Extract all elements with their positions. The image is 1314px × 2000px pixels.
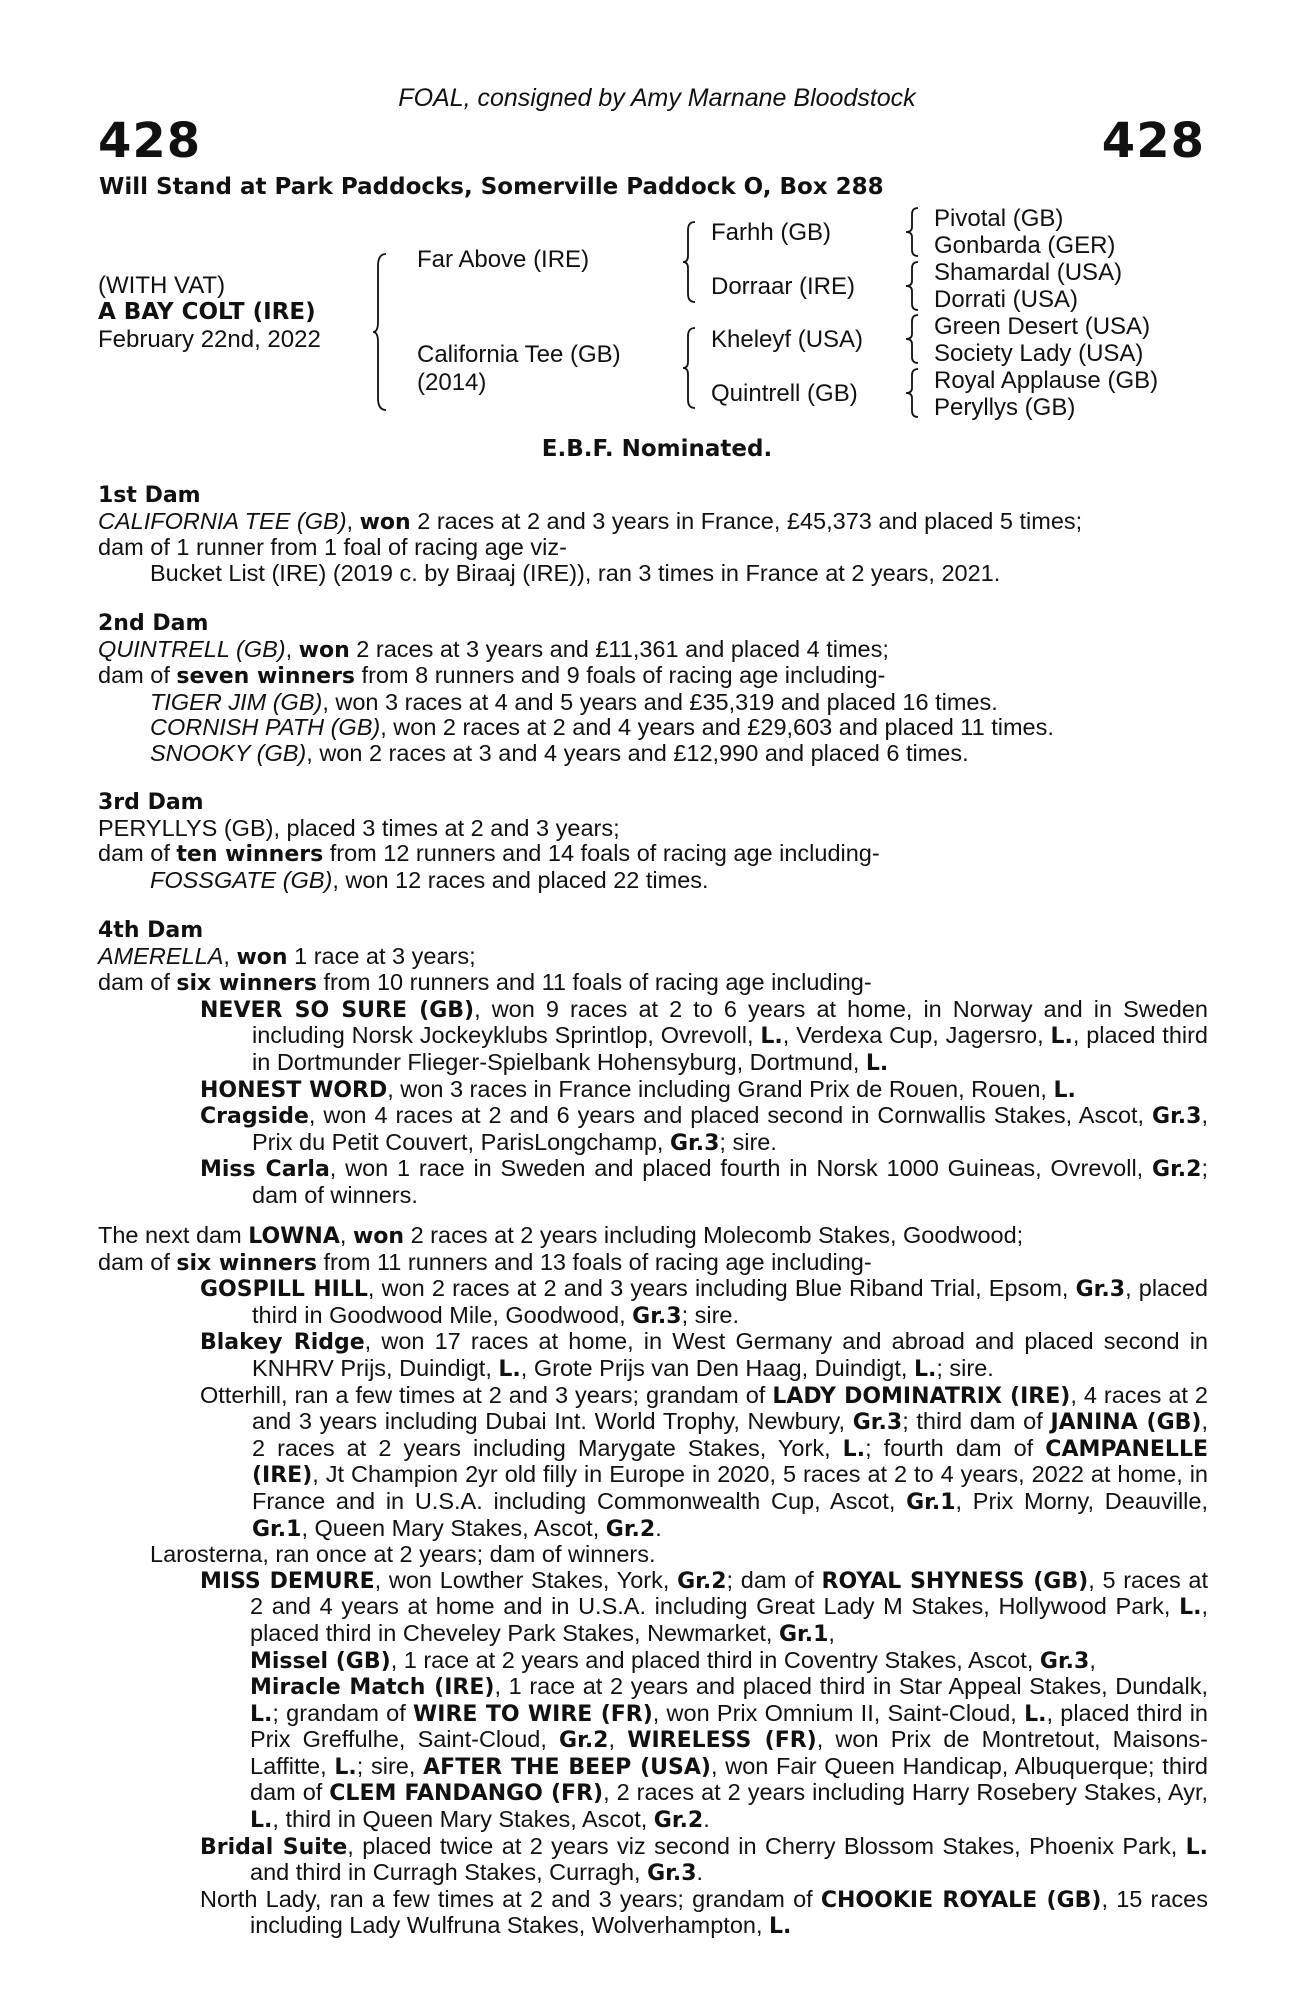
text-run: AFTER THE BEEP (USA)	[423, 1754, 711, 1780]
text-run: , placed third in Cheveley Park Stakes, Newmarket,	[250, 1593, 1208, 1646]
text-run: dam of	[98, 1248, 177, 1275]
text-run: L.	[498, 1356, 521, 1382]
text-run: ; fourth dam of	[865, 1434, 1046, 1461]
text-run: North Lady, ran a few times at 2 and 3 years; grandam of	[200, 1885, 821, 1912]
text-run: Cragside	[200, 1104, 309, 1130]
second-dam-name: QUINTRELL (GB)	[98, 635, 286, 662]
brace-4	[905, 206, 921, 258]
text-run: from 11 runners and 13 foals of racing age including-	[316, 1248, 872, 1275]
text-run: , placed third in Prix Greffulhe, Saint-Cloud,	[250, 1699, 1208, 1753]
text-run: , Prix du Petit Couvert, ParisLongchamp,	[252, 1102, 1208, 1155]
gen3-3: Shamardal (USA)	[934, 259, 1123, 286]
gen3-7: Royal Applause (GB)	[934, 367, 1159, 394]
text-run: ,	[1089, 1646, 1096, 1673]
text-run: HONEST WORD	[200, 1077, 388, 1103]
text-run: L.	[250, 1808, 273, 1834]
text-run: , Verdexa Cup, Jagersro,	[782, 1022, 1051, 1049]
text-run: NEVER SO SURE (GB)	[200, 997, 475, 1023]
produce-item	[150, 1077, 1208, 1104]
text-run: WIRE TO WIRE (FR)	[413, 1701, 653, 1727]
stand-location: Will Stand at Park Paddocks, Somerville Paddock O, Box 288	[99, 174, 884, 200]
produce-item: Larosterna, ran once at 2 years; dam of winners.	[150, 1541, 656, 1568]
text-run: L.	[1050, 1024, 1073, 1050]
text-run: Gr.2	[653, 1808, 704, 1834]
brace-7	[905, 367, 921, 419]
text-run: , third in Queen Mary Stakes, Ascot,	[272, 1806, 654, 1833]
gen3-6: Society Lady (USA)	[934, 340, 1144, 367]
first-dam-produce: Bucket List (IRE) (2019 c. by Biraaj (IRE)), ran 3 times in France at 2 years, 2021.	[150, 559, 1001, 586]
produce-item: FOSSGATE (GB), won 12 races and placed 22 times.	[150, 866, 709, 893]
first-dam-heading: 1st Dam	[98, 483, 201, 508]
text-run: , Prix Morny, Deauville,	[955, 1487, 1208, 1514]
produce-item: SNOOKY (GB), won 2 races at 3 and 4 years and £12,990 and placed 6 times.	[150, 739, 969, 766]
lot-number-right: 428	[1101, 113, 1205, 169]
text-run: WIRELESS (FR)	[627, 1728, 817, 1754]
text-run: won	[352, 1224, 405, 1249]
text-run: JANINA (GB)	[1050, 1410, 1202, 1436]
produce-item	[150, 1329, 1208, 1382]
text-run: ; sire.	[681, 1301, 740, 1328]
text-run: Gr.3	[632, 1303, 682, 1329]
text-run: , 15 races including Lady Wulfruna Stakes, Wolverhampton,	[250, 1885, 1209, 1939]
produce-item	[150, 1383, 1208, 1543]
text-run: , 2 races at 2 years including Harry Rosebery Stakes, Ayr,	[603, 1779, 1208, 1806]
text-run: Gr.1	[778, 1621, 829, 1647]
text-run: six winners	[176, 1250, 317, 1276]
sire-name: Far Above (IRE)	[417, 246, 590, 273]
text-run: Gr.3	[669, 1130, 720, 1156]
text-run: ; grandam of	[272, 1699, 414, 1726]
text-run: , won 2 races at 2 and 3 years including Blue Riband Trial, Epsom,	[367, 1275, 1076, 1302]
gen3-5: Green Desert (USA)	[934, 313, 1151, 340]
text-run: ; sire.	[936, 1354, 994, 1381]
brace-5	[905, 260, 921, 312]
brace-2	[682, 220, 698, 304]
dam-year: (2014)	[417, 369, 487, 396]
text-run: Otterhill, ran a few times at 2 and 3 years; grandam of	[200, 1381, 773, 1408]
text-run: , won Lowther Stakes, York,	[374, 1566, 678, 1593]
text-run: , won 3 races in France including Grand Prix de Rouen, Rouen,	[387, 1075, 1054, 1102]
text-run: L.	[913, 1356, 937, 1382]
brace-6	[905, 313, 921, 365]
text-run: Gr.2	[605, 1516, 656, 1542]
produce-item	[150, 1103, 1208, 1156]
text-run: Blakey Ridge	[200, 1330, 365, 1356]
next-dam-section	[98, 1223, 1208, 1940]
text-run: ,	[339, 1222, 353, 1248]
text-run: , placed twice at 2 years viz second in Cherry Blossom Stakes, Phoenix Park,	[347, 1832, 1186, 1859]
third-dam-section: 3rd Dam PERYLLYS (GB), placed 3 times at 2 and 3 years; dam of ten winners from 12 runners and 14 foals of racing age including- FOSSGATE (GB), won 12 races and placed 22 times.	[98, 790, 1208, 893]
text-run: Miracle Match (IRE)	[250, 1675, 495, 1701]
gen3-1: Pivotal (GB)	[934, 205, 1064, 232]
text-run: ,	[828, 1619, 835, 1646]
second-dam-section: 2nd Dam QUINTRELL (GB), won 2 races at 3 years and £11,361 and placed 4 times; dam of seven winners from 8 runners and 9 foals of racing age including- TIGER JIM (GB), won 3 races at 4 and 5 years and £35,319 and placed 16 times. CORNISH PATH (GB), won 2 races at 2 and 4 years and £29,603 and placed 11 times. SNOOKY (GB), won 2 races at 3 and 4 years and £12,990 and placed 6 times.	[98, 611, 1208, 767]
text-run: , Grote Prijs van Den Haag, Duindigt,	[520, 1354, 914, 1381]
text-run: , placed third in Goodwood Mile, Goodwood,	[252, 1275, 1209, 1328]
produce-item	[150, 997, 1208, 1077]
text-run: , 1 race at 2 years and placed third in Coventry Stakes, Ascot,	[390, 1646, 1040, 1673]
text-run: , won 9 races at 2 to 6 years at home, in Norway and in Sweden including Norsk Jockeyklubs Sprintlop, Ovrevoll,	[252, 995, 1209, 1049]
gen3-4: Dorrati (USA)	[934, 286, 1079, 313]
text-run: Gr.3	[852, 1410, 903, 1436]
dam-dam: Quintrell (GB)	[711, 380, 858, 407]
text-run: and third in Curragh Stakes, Curragh,	[250, 1859, 648, 1886]
text-run: GOSPILL HILL	[200, 1277, 368, 1303]
produce-item	[150, 1156, 1208, 1208]
text-run: Gr.1	[906, 1489, 956, 1515]
text-run: ,	[608, 1726, 628, 1753]
text-run: , 2 races at 2 years including Marygate Stakes, York,	[252, 1408, 1208, 1461]
gen3-2: Gonbarda (GER)	[934, 232, 1116, 259]
text-run: CHOOKIE ROYALE (GB)	[820, 1887, 1102, 1913]
text-run: CAMPANELLE (IRE)	[252, 1436, 1208, 1489]
produce-item	[98, 1834, 1208, 1887]
text-run: L.	[1053, 1077, 1076, 1103]
text-run: Missel (GB)	[250, 1648, 391, 1674]
fourth-dam-section: 4th Dam AMERELLA, won 1 race at 3 years; dam of six winners from 10 runners and 11 foals of racing age including- NEVER SO SURE (GB), won 9 races at 2 to 6 years at home, in Norway and in Sweden including Norsk Jockeyklubs Sprintlop, Ovrevoll, L., Verdexa Cup, Jagersro, L., placed third in Dortmunder Flieger-Spielbank Hohensyburg, Dortmund, L. HONEST WORD, won 3 races in France including Grand Prix de Rouen, Rouen, L. Cragside, won 4 races at 2 and 6 years and placed second in Cornwallis Stakes, Ascot, Gr.3, Prix du Petit Couvert, ParisLongchamp, Gr.3; sire. Miss Carla, won 1 race in Sweden and placed fourth in Norsk 1000 Guineas, Ovrevoll, Gr.2; dam of winners.	[98, 918, 1209, 1208]
text-run: .	[655, 1514, 662, 1541]
text-run: , won Prix Omnium II, Saint-Cloud,	[652, 1699, 1025, 1726]
produce-item: TIGER JIM (GB), won 3 races at 4 and 5 years and £35,319 and placed 16 times.	[150, 688, 998, 715]
ebf-nomination: E.B.F. Nominated.	[541, 436, 773, 462]
text-run: Gr.2	[677, 1568, 727, 1594]
text-run: ; third dam of	[902, 1408, 1051, 1435]
text-run: 2 races at 2 years including Molecomb Stakes, Goodwood;	[404, 1222, 1024, 1248]
text-run: , won 17 races at home, in West Germany and abroad and placed second in KNHRV Prijs, Duindigt,	[252, 1328, 1208, 1381]
text-run: , won Prix de Montretout, Maisons-Laffitte,	[250, 1726, 1208, 1779]
text-run: ROYAL SHYNESS (GB)	[821, 1568, 1089, 1594]
text-run: .	[696, 1859, 704, 1886]
text-run: Gr.3	[647, 1861, 697, 1887]
first-dam-name: CALIFORNIA TEE (GB)	[98, 507, 347, 534]
dam-name: California Tee (GB)	[417, 341, 621, 368]
text-run: , 5 races at 2 and 4 years at home and in U.S.A. including Great Lady M Stakes, Hollywood Park,	[250, 1566, 1209, 1620]
text-run: L.	[842, 1436, 866, 1462]
text-run: , 1 race at 2 years and placed third in Star Appeal Stakes, Dundalk,	[494, 1673, 1209, 1700]
produce-item	[98, 1887, 1208, 1940]
brace-3	[682, 326, 698, 410]
gen3-8: Peryllys (GB)	[934, 394, 1076, 421]
text-run: L.	[250, 1701, 273, 1727]
text-run: .	[703, 1806, 710, 1833]
text-run: L.	[769, 1914, 792, 1940]
text-run: L.	[1179, 1595, 1202, 1621]
text-run: Gr.3	[1075, 1277, 1126, 1303]
text-run: CLEM FANDANGO (FR)	[329, 1781, 604, 1807]
produce-item	[150, 1276, 1208, 1329]
text-run: The next dam	[98, 1222, 249, 1248]
second-dam-heading: 2nd Dam	[98, 611, 209, 636]
text-run: , won Fair Queen Handicap, Albuquerque; third dam of	[250, 1752, 1209, 1806]
text-run: Gr.3	[1152, 1104, 1202, 1130]
sire-dam: Dorraar (IRE)	[711, 273, 856, 300]
dam-sire: Kheleyf (USA)	[711, 326, 864, 353]
third-dam-heading: 3rd Dam	[98, 790, 204, 815]
brace-1	[372, 252, 390, 412]
text-run: Miss Carla	[200, 1157, 330, 1183]
text-run: ; dam of	[726, 1566, 822, 1593]
text-run: MISS DEMURE	[200, 1568, 375, 1594]
consignment-line: FOAL, consigned by Amy Marnane Bloodstock	[398, 84, 916, 112]
text-run: ; sire.	[719, 1128, 777, 1155]
text-run: ; sire,	[356, 1752, 424, 1779]
text-run: ; dam of winners.	[252, 1155, 1208, 1208]
first-dam-section: 1st Dam CALIFORNIA TEE (GB), won 2 races at 2 and 3 years in France, £45,373 and placed 5 times; dam of 1 runner from 1 foal of racing age viz- Bucket List (IRE) (2019 c. by Biraaj (IRE)), ran 3 times in France at 2 years, 2021.	[98, 483, 1208, 586]
text-run: , Jt Champion 2yr old filly in Europe in 2020, 5 races at 2 to 4 years, 2022 at home, in France and in U.S.A. including Commonwealth Cup, Ascot,	[252, 1461, 1208, 1514]
text-run: Gr.3	[1039, 1648, 1090, 1674]
fourth-dam-heading: 4th Dam	[98, 918, 204, 943]
text-run: L.	[760, 1024, 783, 1050]
sire-sire: Farhh (GB)	[711, 219, 832, 246]
text-run: , won 4 races at 2 and 6 years and placed second in Cornwallis Stakes, Ascot,	[308, 1102, 1153, 1129]
text-run: LOWNA	[248, 1224, 340, 1249]
lot-number-left: 428	[98, 113, 202, 169]
text-run: , won 1 race in Sweden and placed fourth in Norsk 1000 Guineas, Ovrevoll,	[329, 1155, 1153, 1182]
produce-item: CORNISH PATH (GB), won 2 races at 2 and 4 years and £29,603 and placed 11 times.	[150, 714, 1054, 741]
text-run: L.	[865, 1050, 889, 1076]
lot-description: A BAY COLT (IRE)	[98, 299, 316, 325]
text-run: L.	[334, 1754, 357, 1780]
produce-item	[98, 1568, 1208, 1834]
text-run: , placed third in Dortmunder Flieger-Spielbank Hohensyburg, Dortmund,	[252, 1022, 1208, 1075]
text-run: Gr.1	[252, 1516, 302, 1542]
text-run: Gr.2	[1152, 1157, 1202, 1183]
foaling-date: February 22nd, 2022	[98, 326, 321, 353]
text-run: L.	[1185, 1834, 1208, 1860]
text-run: LADY DOMINATRIX (IRE)	[772, 1383, 1071, 1409]
text-run: Gr.2	[559, 1728, 609, 1754]
text-run: Bridal Suite	[200, 1834, 348, 1860]
text-run: L.	[1024, 1701, 1047, 1727]
text-run: , 4 races at 2 and 3 years including Dubai Int. World Trophy, Newbury,	[252, 1381, 1208, 1435]
vat-note: (WITH VAT)	[98, 272, 226, 299]
text-run: , Queen Mary Stakes, Ascot,	[301, 1514, 606, 1541]
